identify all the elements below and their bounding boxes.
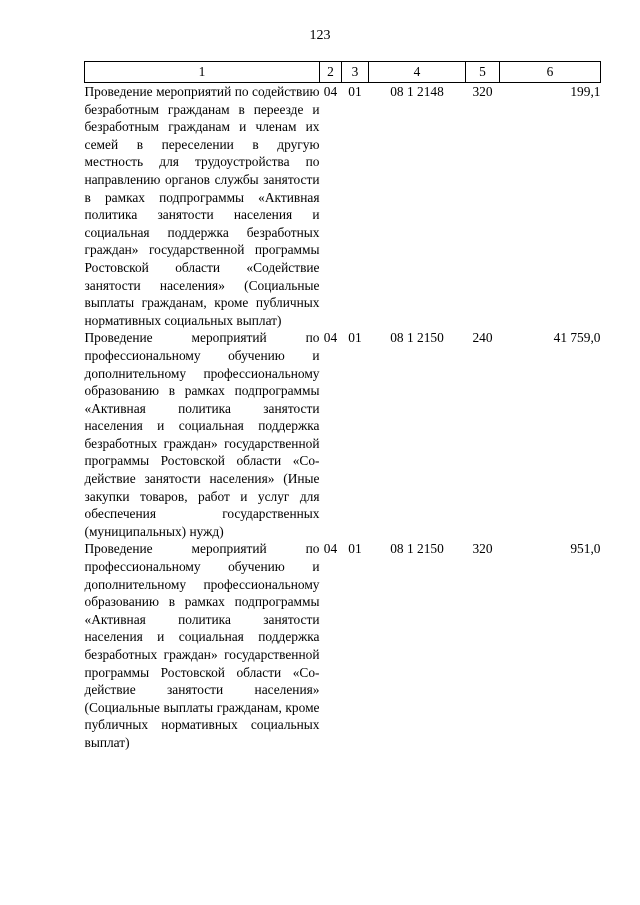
- page-number: 123: [309, 28, 331, 43]
- header-col-6: 6: [500, 62, 601, 83]
- budget-table: [84, 61, 601, 752]
- row-description: Проведение мероприятий по профессиональному обучению и дополнительному профессиональному образованию в рамках подпрограммы «Активная политика занятости населения и социальная поддержка безработных граждан» государственной программы Ростовской области «Содействие занятости населения» (Социальные выплаты гражданам, кроме публичных нормативных социальных выплат): [84, 541, 320, 750]
- row-amount: 951,0: [570, 541, 601, 557]
- row-section-code: 04: [323, 84, 338, 99]
- table-header-row: [85, 62, 601, 83]
- table-row: [85, 540, 601, 751]
- row-subsection-code: 01: [348, 330, 362, 346]
- row-expense-type: 240: [472, 330, 493, 346]
- row-target-article: 08 1 2148: [390, 84, 444, 99]
- row-section-code: 04: [323, 330, 338, 346]
- header-col-5: 5: [466, 62, 500, 83]
- row-amount: 41 759,0: [553, 330, 601, 346]
- header-col-4: 4: [369, 62, 466, 83]
- row-description: Проведение мероприятий по профессиональному обучению и дополнительному профессиональному образованию в рамках подпрограммы «Активная политика занятости населения и социальная поддержка безработных граждан» государственной программы Ростовской области «Содействие занятости населения» (Иные закупки товаров, работ и услуг для обеспечения государственных (муниципальных) нужд): [84, 330, 320, 539]
- row-target-article: 08 1 2150: [390, 541, 444, 557]
- header-col-3: 3: [342, 62, 369, 83]
- row-expense-type: 320: [472, 84, 493, 99]
- row-expense-type: 320: [472, 541, 493, 557]
- row-description: Проведение мероприятий по содействию безработным гражданам в переезде и безработным гражданам и членам их семей в переселении в другую местность для трудоустройства по направлению органов службы занятости в рамках подпрограммы «Активная политика занятости населения и социальная поддержка безработных граждан» государственной программы Ростовской области «Содействие занятости населения» (Социальные выплаты гражданам, кроме публичных нормативных социальных выплат): [84, 84, 320, 328]
- row-section-code: 04: [323, 541, 338, 557]
- table-row: [85, 83, 601, 330]
- row-amount: 199,1: [570, 84, 601, 99]
- header-col-1: 1: [85, 62, 320, 83]
- row-target-article: 08 1 2150: [390, 330, 444, 346]
- row-subsection-code: 01: [348, 541, 362, 557]
- row-subsection-code: 01: [348, 84, 362, 99]
- header-col-2: 2: [320, 62, 342, 83]
- table-row: [85, 329, 601, 540]
